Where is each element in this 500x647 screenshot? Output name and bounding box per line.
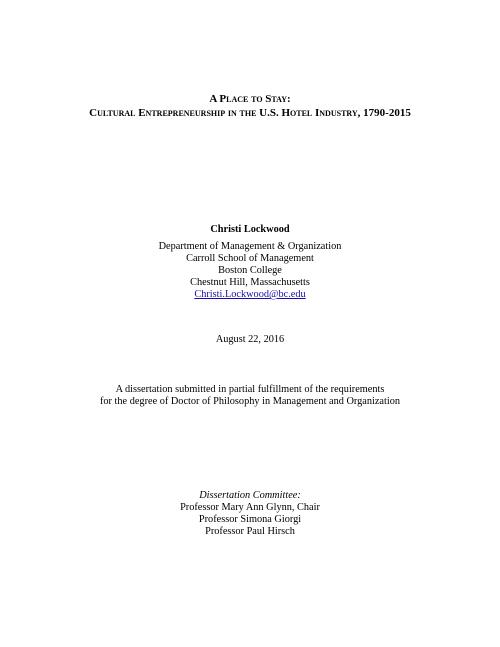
author-location: Chestnut Hill, Massachusetts: [190, 277, 310, 288]
title-line-2: Cultural Entrepreneurship in the U.S. Hotel Industry, 1790-2015: [89, 106, 411, 119]
statement-line-2: for the degree of Doctor of Philosophy in Management and Organization: [99, 396, 401, 407]
dissertation-statement: [0, 384, 500, 408]
author-school: Carroll School of Management: [186, 253, 314, 264]
author-name: Christi Lockwood: [210, 224, 290, 235]
author-college: Boston College: [218, 265, 282, 276]
committee-member: Professor Mary Ann Glynn, Chair: [180, 502, 320, 513]
author-email-link[interactable]: Christi.Lockwood@bc.edu: [194, 289, 306, 300]
author-department: Department of Management & Organization: [158, 241, 342, 252]
dissertation-title: [0, 93, 500, 120]
committee-member: Professor Simona Giorgi: [198, 514, 302, 525]
author-info: [0, 224, 500, 301]
committee-member: Professor Paul Hirsch: [205, 526, 295, 537]
statement-line-1: A dissertation submitted in partial fulfillment of the requirements: [115, 384, 385, 395]
submission-date: August 22, 2016: [215, 334, 285, 345]
title-line-1: A Place to Stay:: [209, 93, 291, 105]
committee-heading: Dissertation Committee:: [199, 490, 301, 501]
dissertation-committee: [0, 490, 500, 538]
